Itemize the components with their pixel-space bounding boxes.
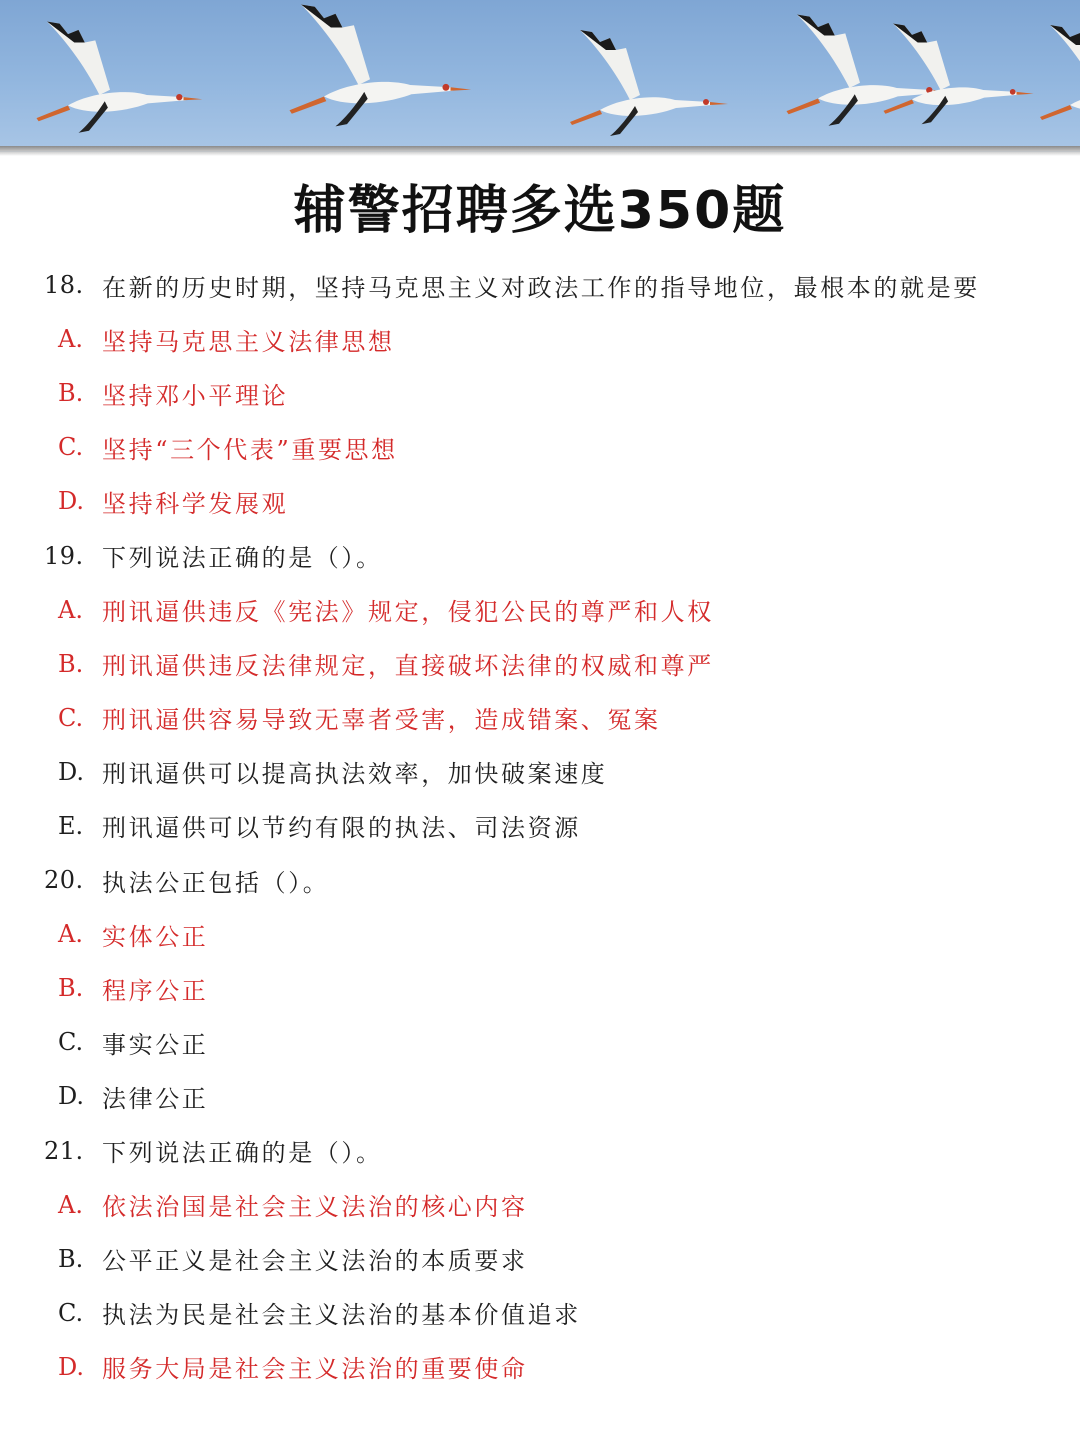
option-letter: B. bbox=[58, 379, 84, 408]
option-21-d bbox=[0, 1340, 1080, 1394]
option-21-b bbox=[0, 1232, 1080, 1286]
option-letter: E. bbox=[58, 811, 84, 840]
option-text: 刑讯逼供可以提高执法效率，加快破案速度 bbox=[102, 760, 608, 789]
option-text: 刑讯逼供违反法律规定，直接破坏法律的权威和尊严 bbox=[102, 652, 714, 681]
question-number: 20. bbox=[44, 866, 84, 895]
option-text: 刑讯逼供可以节约有限的执法、司法资源 bbox=[102, 814, 581, 843]
option-20-d bbox=[0, 1069, 1080, 1123]
option-text: 坚持邓小平理论 bbox=[102, 381, 289, 410]
option-letter: D. bbox=[58, 1352, 85, 1381]
option-text: 服务大局是社会主义法治的重要使命 bbox=[102, 1355, 528, 1384]
question-18 bbox=[0, 258, 1080, 312]
question-text: 执法公正包括（）。 bbox=[102, 868, 330, 897]
option-letter: C. bbox=[58, 703, 84, 732]
question-number: 18. bbox=[44, 271, 84, 300]
question-20 bbox=[0, 853, 1080, 907]
question-number: 19. bbox=[44, 541, 84, 570]
option-letter: B. bbox=[58, 974, 84, 1003]
option-18-d bbox=[0, 474, 1080, 528]
option-text: 坚持“三个代表”重要思想 bbox=[102, 435, 398, 464]
option-letter: C. bbox=[58, 1028, 84, 1057]
option-21-c bbox=[0, 1286, 1080, 1340]
option-text: 公平正义是社会主义法治的本质要求 bbox=[102, 1247, 528, 1276]
option-letter: A. bbox=[58, 1190, 83, 1219]
flying-cranes-illustration bbox=[0, 0, 1080, 152]
option-text: 执法为民是社会主义法治的基本价值追求 bbox=[102, 1301, 581, 1330]
question-text: 下列说法正确的是（）。 bbox=[102, 1139, 383, 1168]
option-letter: D. bbox=[58, 757, 85, 786]
option-letter: B. bbox=[58, 1244, 84, 1273]
page-title: 辅警招聘多选350题 bbox=[293, 181, 787, 241]
option-19-b bbox=[0, 637, 1080, 691]
option-20-b bbox=[0, 961, 1080, 1015]
option-letter: D. bbox=[58, 487, 85, 516]
header-banner-cranes bbox=[0, 0, 1080, 152]
option-text: 坚持科学发展观 bbox=[102, 489, 289, 518]
option-letter: D. bbox=[58, 1082, 85, 1111]
option-letter: A. bbox=[58, 325, 83, 354]
option-19-a bbox=[0, 583, 1080, 637]
question-19 bbox=[0, 528, 1080, 582]
option-letter: B. bbox=[58, 649, 84, 678]
option-21-a bbox=[0, 1178, 1080, 1232]
question-number: 21. bbox=[44, 1136, 84, 1165]
option-text: 坚持马克思主义法律思想 bbox=[102, 327, 395, 356]
banner-divider-shadow bbox=[0, 146, 1080, 156]
option-letter: A. bbox=[58, 920, 83, 949]
question-text: 下列说法正确的是（）。 bbox=[102, 544, 383, 573]
option-18-a bbox=[0, 312, 1080, 366]
question-text: 在新的历史时期，坚持马克思主义对政法工作的指导地位，最根本的就是要 bbox=[102, 273, 980, 302]
option-19-d bbox=[0, 745, 1080, 799]
option-text: 实体公正 bbox=[102, 922, 209, 951]
option-text: 程序公正 bbox=[102, 976, 209, 1005]
option-text: 法律公正 bbox=[102, 1084, 209, 1113]
option-text: 事实公正 bbox=[102, 1030, 209, 1059]
option-letter: C. bbox=[58, 433, 84, 462]
option-19-c bbox=[0, 691, 1080, 745]
option-letter: C. bbox=[58, 1298, 84, 1327]
option-18-b bbox=[0, 366, 1080, 420]
option-18-c bbox=[0, 420, 1080, 474]
option-19-e bbox=[0, 799, 1080, 853]
option-letter: A. bbox=[58, 595, 83, 624]
question-list bbox=[0, 258, 1080, 1394]
option-20-a bbox=[0, 907, 1080, 961]
question-21 bbox=[0, 1124, 1080, 1178]
option-text: 刑讯逼供容易导致无辜者受害，造成错案、冤案 bbox=[102, 706, 661, 735]
option-20-c bbox=[0, 1015, 1080, 1069]
option-text: 依法治国是社会主义法治的核心内容 bbox=[102, 1193, 528, 1222]
option-text: 刑讯逼供违反《宪法》规定，侵犯公民的尊严和人权 bbox=[102, 598, 714, 627]
